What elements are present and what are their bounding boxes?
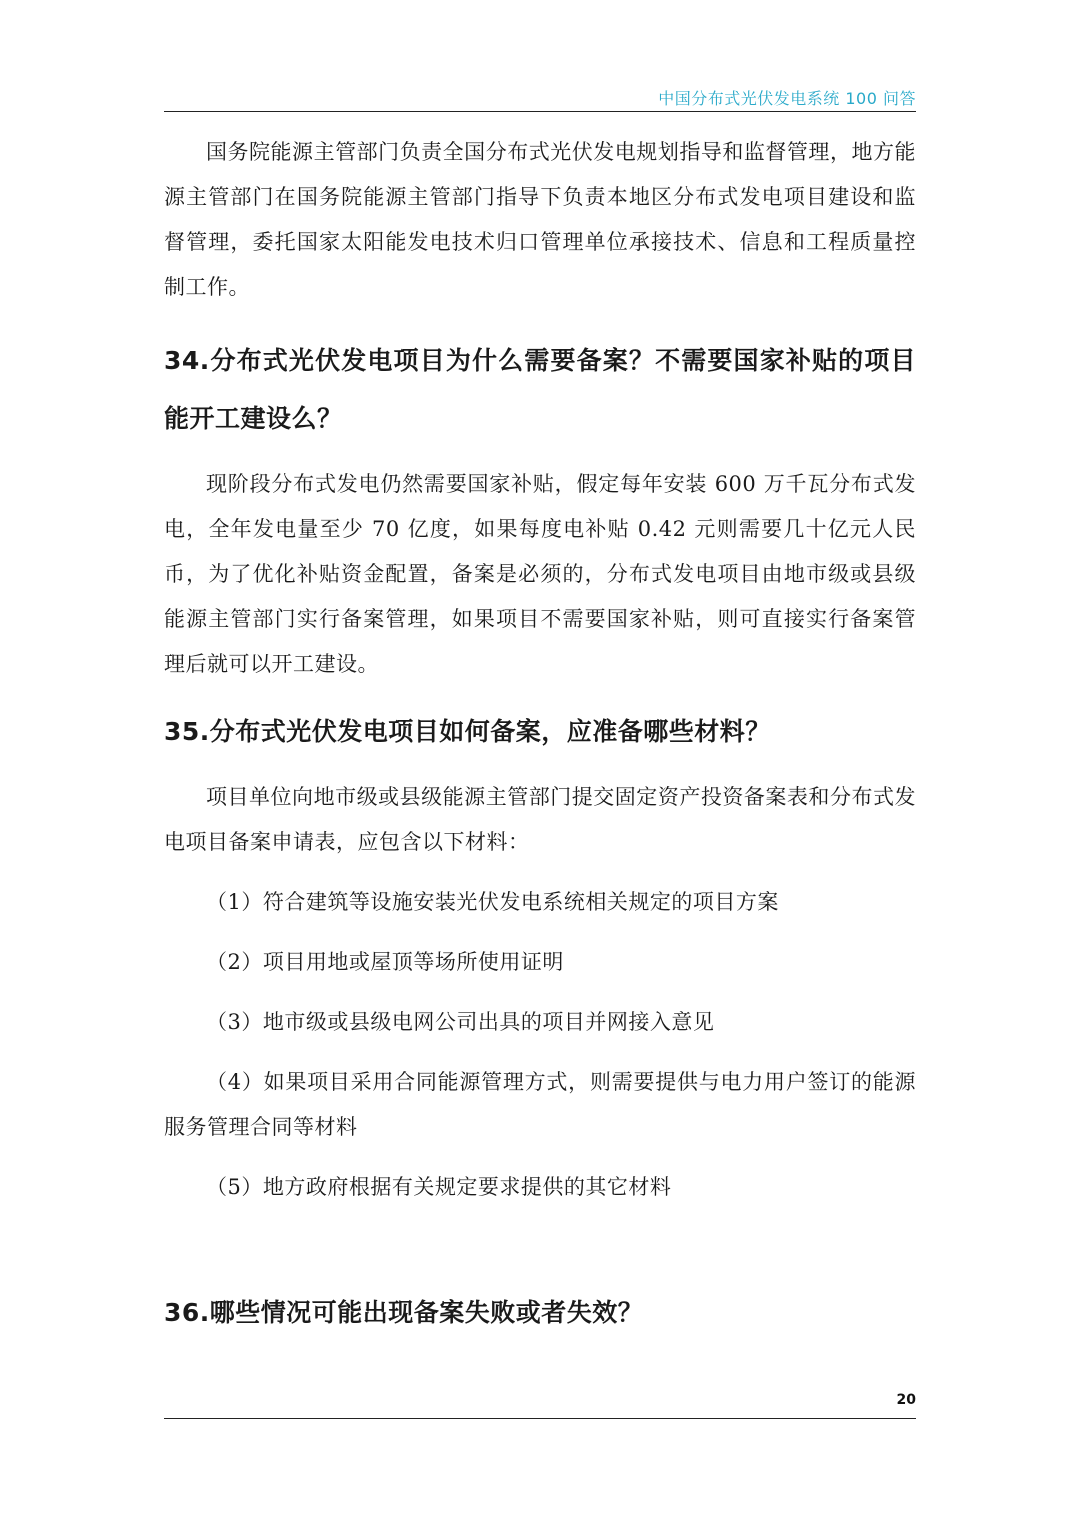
material-item-3: （3）地市级或县级电网公司出具的项目并网接入意见 [206, 1010, 715, 1034]
intro-paragraph: 国务院能源主管部门负责全国分布式光伏发电规划指导和监督管理，地方能源主管部门在国务院能源主管部门指导下负责本地区分布式发电项目建设和监督管理，委托国家太阳能发电技术归口管理单位承接技术、信息和工程质量控制工作。 [164, 140, 916, 299]
header-rule [164, 111, 916, 112]
page-number: 20 [896, 1392, 916, 1408]
material-item-2: （2）项目用地或屋顶等场所使用证明 [206, 950, 564, 974]
question-35-heading: 35.分布式光伏发电项目如何备案，应准备哪些材料？ [164, 717, 771, 746]
page-body [164, 130, 916, 1342]
material-item-5: （5）地方政府根据有关规定要求提供的其它材料 [206, 1175, 672, 1199]
footer-rule [164, 1418, 916, 1419]
question-34-heading: 34.分布式光伏发电项目为什么需要备案？不需要国家补贴的项目能开工建设么？ [164, 346, 916, 433]
running-header-title: 中国分布式光伏发电系统 100 问答 [658, 89, 916, 108]
question-36-heading: 36.哪些情况可能出现备案失败或者失效？ [164, 1298, 644, 1327]
question-34-answer: 现阶段分布式发电仍然需要国家补贴，假定每年安装 600 万千瓦分布式发电，全年发电量至少 70 亿度，如果每度电补贴 0.42 元则需要几十亿元人民币，为了优化补贴资金配置，备案是必须的，分布式发电项目由地市级或县级能源主管部门实行备案管理，如果项目不需要国家补贴，则可直接实行备案管理后就可以开工建设。 [164, 472, 916, 676]
material-item-1: （1）符合建筑等设施安装光伏发电系统相关规定的项目方案 [206, 890, 779, 914]
material-item-4: （4）如果项目采用合同能源管理方式，则需要提供与电力用户签订的能源服务管理合同等材料 [164, 1070, 916, 1139]
question-35-answer: 项目单位向地市级或县级能源主管部门提交固定资产投资备案表和分布式发电项目备案申请表，应包含以下材料： [164, 785, 916, 854]
